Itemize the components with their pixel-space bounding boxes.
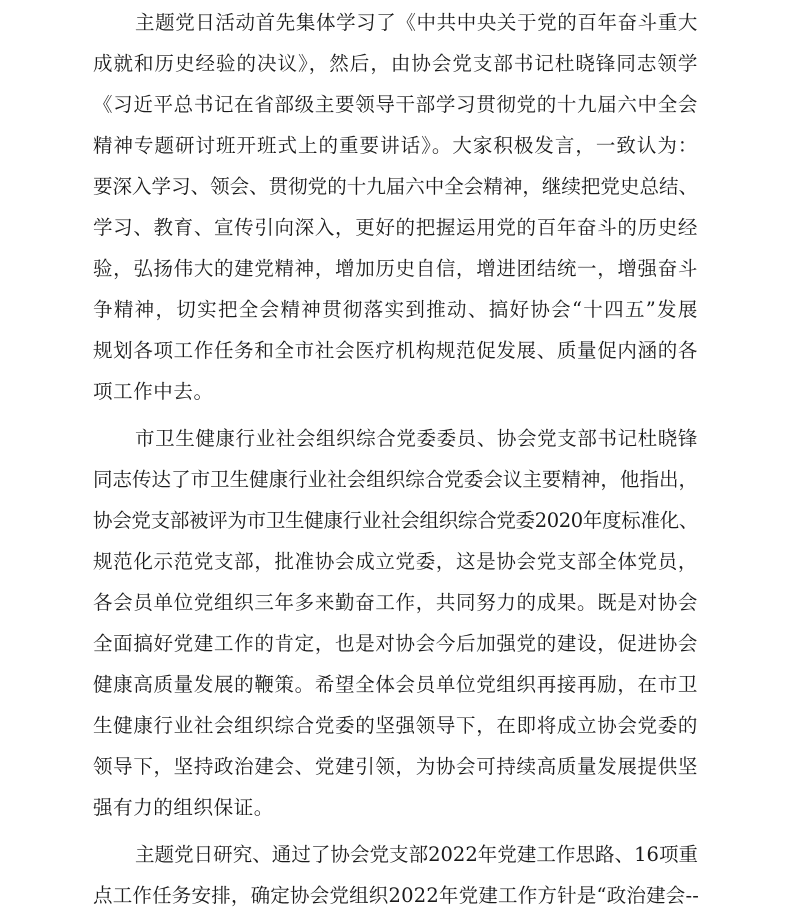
paragraph-work-plan: [93, 834, 698, 916]
text-line: 市卫生健康行业社会组织综合党委委员、协会党支部书记杜晓锋: [135, 427, 698, 450]
text-line: 成就和历史经验的决议》，然后，由协会党支部书记杜晓锋同志领学: [93, 52, 698, 75]
text-line: 强有力的组织保证。: [93, 796, 274, 819]
text-line: 精神专题研讨班开班式上的重要讲话》。大家积极发言，一致认为：: [93, 134, 698, 157]
text-line: 健康高质量发展的鞭策。希望全体会员单位党组织再接再励，在市卫: [93, 673, 698, 696]
text-line: 生健康行业社会组织综合党委的坚强领导下，在即将成立协会党委的: [93, 714, 698, 737]
text-line: 学习、教育、宣传引向深入，更好的把握运用党的百年奋斗的历史经: [93, 216, 698, 239]
text-line: 协会党支部被评为市卫生健康行业社会组织综合党委2020年度标准化、: [93, 509, 698, 532]
text-line: 验，弘扬伟大的建党精神，增加历史自信，增进团结统一，增强奋斗: [93, 257, 698, 280]
text-line: 各会员单位党组织三年多来勤奋工作，共同努力的成果。既是对协会: [93, 591, 698, 614]
text-line: 项工作中去。: [93, 380, 214, 403]
text-line: 主题党日活动首先集体学习了《中共中央关于党的百年奋斗重大: [135, 11, 698, 34]
text-line: 《习近平总书记在省部级主要领导干部学习贯彻党的十九届六中全会: [93, 93, 698, 116]
text-line: 全面搞好党建工作的肯定，也是对协会今后加强党的建设，促进协会: [93, 632, 698, 655]
text-line: 规划各项工作任务和全市社会医疗机构规范促发展、质量促内涵的各: [93, 339, 698, 362]
text-line: 同志传达了市卫生健康行业社会组织综合党委会议主要精神，他指出，: [93, 468, 698, 491]
text-line: 要深入学习、领会、贯彻党的十九届六中全会精神，继续把党史总结、: [93, 175, 698, 198]
text-line: 点工作任务安排，确定协会党组织2022年党建工作方针是“政治建会--: [93, 884, 700, 907]
paragraph-study-session: [93, 2, 698, 412]
text-line: 领导下，坚持政治建会、党建引领，为协会可持续高质量发展提供坚: [93, 755, 698, 778]
paragraph-committee-spirit: [93, 418, 698, 828]
text-line: 规范化示范党支部，批准协会成立党委，这是协会党支部全体党员，: [93, 550, 698, 573]
text-line: 争精神，切实把全会精神贯彻落实到推动、搞好协会“十四五”发展: [93, 298, 698, 321]
text-line: 主题党日研究、通过了协会党支部2022年党建工作思路、16项重: [135, 843, 698, 866]
